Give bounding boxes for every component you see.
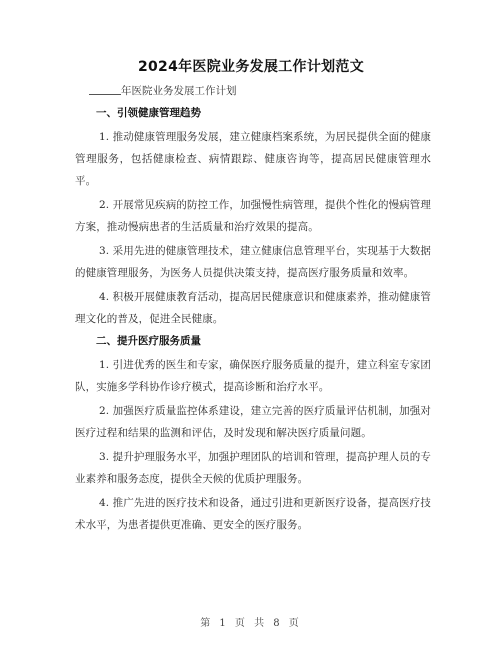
paragraph-2-1: 1. 引进优秀的医生和专家，确保医疗服务质量的提升，建立科室专家团队，实施多学科协作诊疗模式，提高诊断和治疗水平。 bbox=[75, 359, 431, 393]
paragraph-1-4: 4. 积极开展健康教育活动，提高居民健康意识和健康素养，推动健康管理文化的普及，促进全民健康。 bbox=[75, 291, 431, 325]
section-heading-2: 二、提升医疗服务质量 bbox=[96, 335, 201, 347]
paragraph-2-3: 3. 提升护理服务水平，加强护理团队的培训和管理，提高护理人员的专业素养和服务态度，提供全天候的优质护理服务。 bbox=[75, 451, 431, 485]
page-footer: 第 1 页 共 8 页 bbox=[200, 618, 302, 629]
subtitle-text: 年医院业务发展工作计划 bbox=[121, 85, 237, 97]
paragraph-1-2: 2. 开展常见疾病的防控工作，加强慢性病管理，提供个性化的慢病管理方案，推动慢病患者的生活质量和治疗效果的提高。 bbox=[75, 199, 431, 233]
paragraph-2-4: 4. 推广先进的医疗技术和设备，通过引进和更新医疗设备，提高医疗技术水平，为患者提供更准确、更安全的医疗服务。 bbox=[75, 497, 431, 531]
section-heading-1: 一、引领健康管理趋势 bbox=[96, 107, 201, 119]
paragraph-2-2: 2. 加强医疗质量监控体系建设，建立完善的医疗质量评估机制，加强对医疗过程和结果的监测和评估，及时发现和解决医疗质量问题。 bbox=[75, 405, 431, 439]
paragraph-1-3: 3. 采用先进的健康管理技术，建立健康信息管理平台，实现基于大数据的健康管理服务，为医务人员提供决策支持，提高医疗服务质量和效率。 bbox=[75, 245, 431, 279]
blank-underline bbox=[89, 82, 121, 95]
document-subtitle bbox=[75, 82, 431, 100]
paragraph-1-1: 1. 推动健康管理服务发展，建立健康档案系统，为居民提供全面的健康管理服务，包括健康检查、病情跟踪、健康咨询等，提高居民健康管理水平。 bbox=[75, 131, 431, 187]
document-body bbox=[75, 82, 431, 538]
document-title: 2024年医院业务发展工作计划范文 bbox=[137, 59, 365, 75]
